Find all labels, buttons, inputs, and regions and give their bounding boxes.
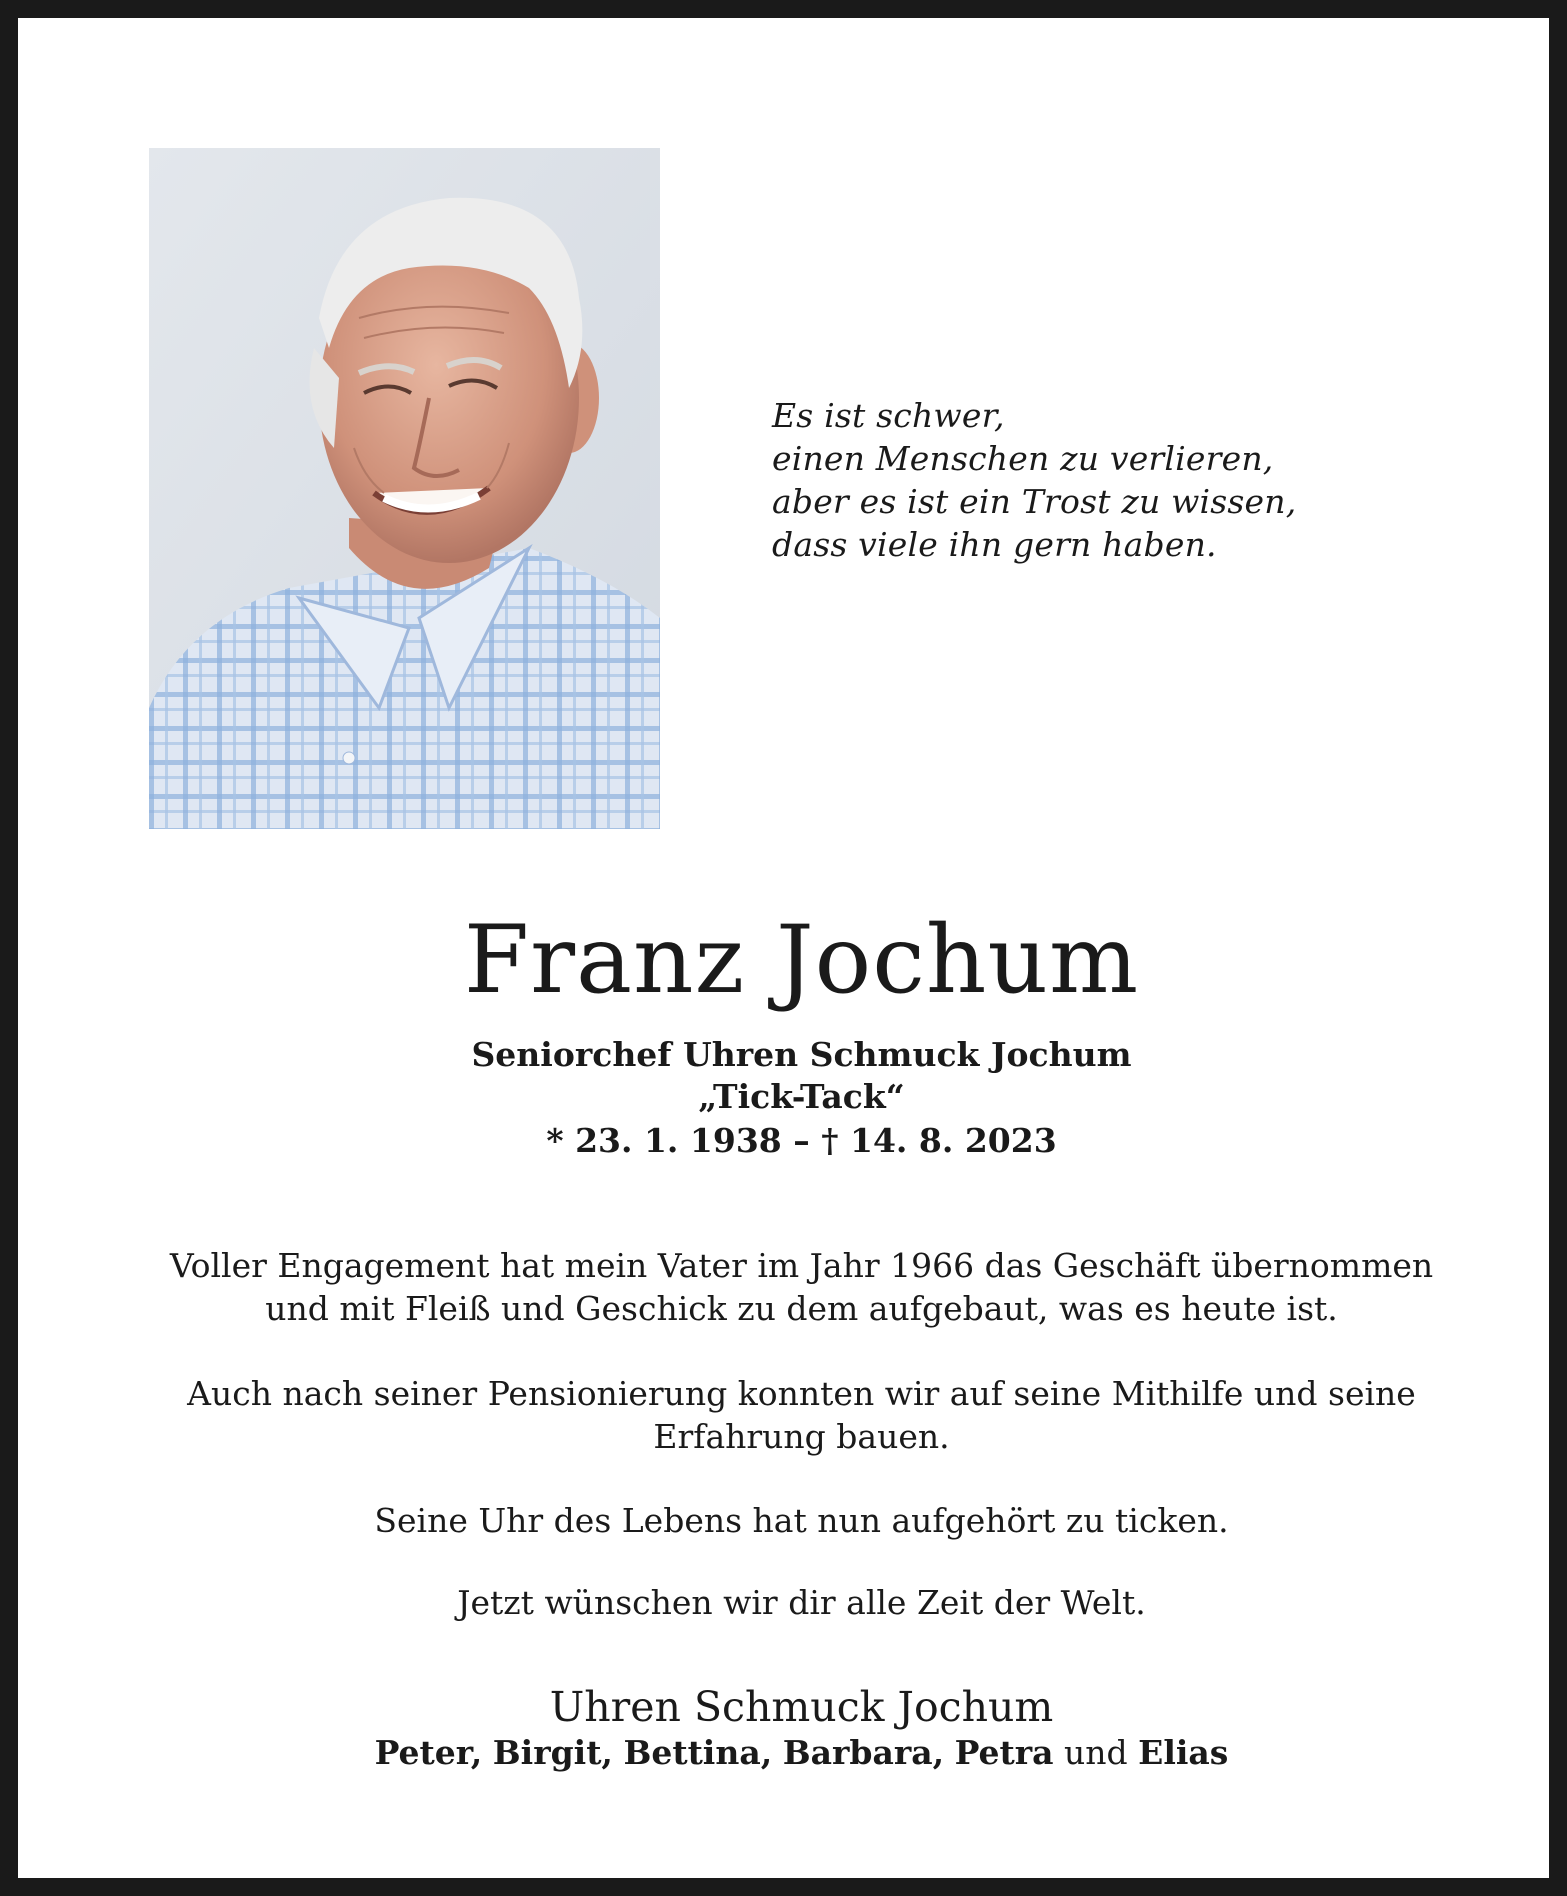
signature-name: Birgit, (492, 1733, 613, 1772)
signature-company: Uhren Schmuck Jochum (549, 1683, 1054, 1731)
signature-connector: und (1064, 1733, 1128, 1772)
portrait-photo (149, 148, 660, 829)
paragraph-line: Auch nach seiner Pensionierung konnten wir auf seine Mithilfe und seine (187, 1374, 1416, 1413)
deceased-name: Franz Jochum (463, 906, 1140, 1015)
signature-name: Elias (1138, 1733, 1229, 1772)
poem-line: Es ist schwer, (772, 396, 1005, 435)
paragraph-retirement (18, 1372, 1567, 1458)
poem-line: einen Menschen zu verlieren, (772, 439, 1274, 478)
paragraph-line: Voller Engagement hat mein Vater im Jahr 1966 das Geschäft übernommen (169, 1246, 1434, 1285)
paragraph-wish: Jetzt wünschen wir dir alle Zeit der Welt. (457, 1583, 1146, 1622)
paragraph-line: und mit Fleiß und Geschick zu dem aufgebaut, was es heute ist. (265, 1289, 1338, 1328)
paragraph-engagement (18, 1244, 1567, 1330)
signature-name: Bettina, (623, 1733, 773, 1772)
poem-line: dass viele ihn gern haben. (772, 525, 1217, 564)
signature-name: Petra (954, 1733, 1054, 1772)
paragraph-clock: Seine Uhr des Lebens hat nun aufgehört zu ticken. (374, 1501, 1229, 1540)
paragraph-line: Erfahrung bauen. (653, 1417, 950, 1456)
poem-quote (772, 394, 1296, 566)
signature-name: Barbara, (782, 1733, 945, 1772)
deceased-title: Seniorchef Uhren Schmuck Jochum (471, 1035, 1132, 1074)
life-dates: * 23. 1. 1938 – † 14. 8. 2023 (546, 1121, 1057, 1160)
poem-line: aber es ist ein Trost zu wissen, (772, 482, 1297, 521)
deceased-nickname: „Tick-Tack“ (698, 1077, 905, 1116)
signature-name: Peter, (374, 1733, 483, 1772)
signature-names (18, 1731, 1567, 1775)
